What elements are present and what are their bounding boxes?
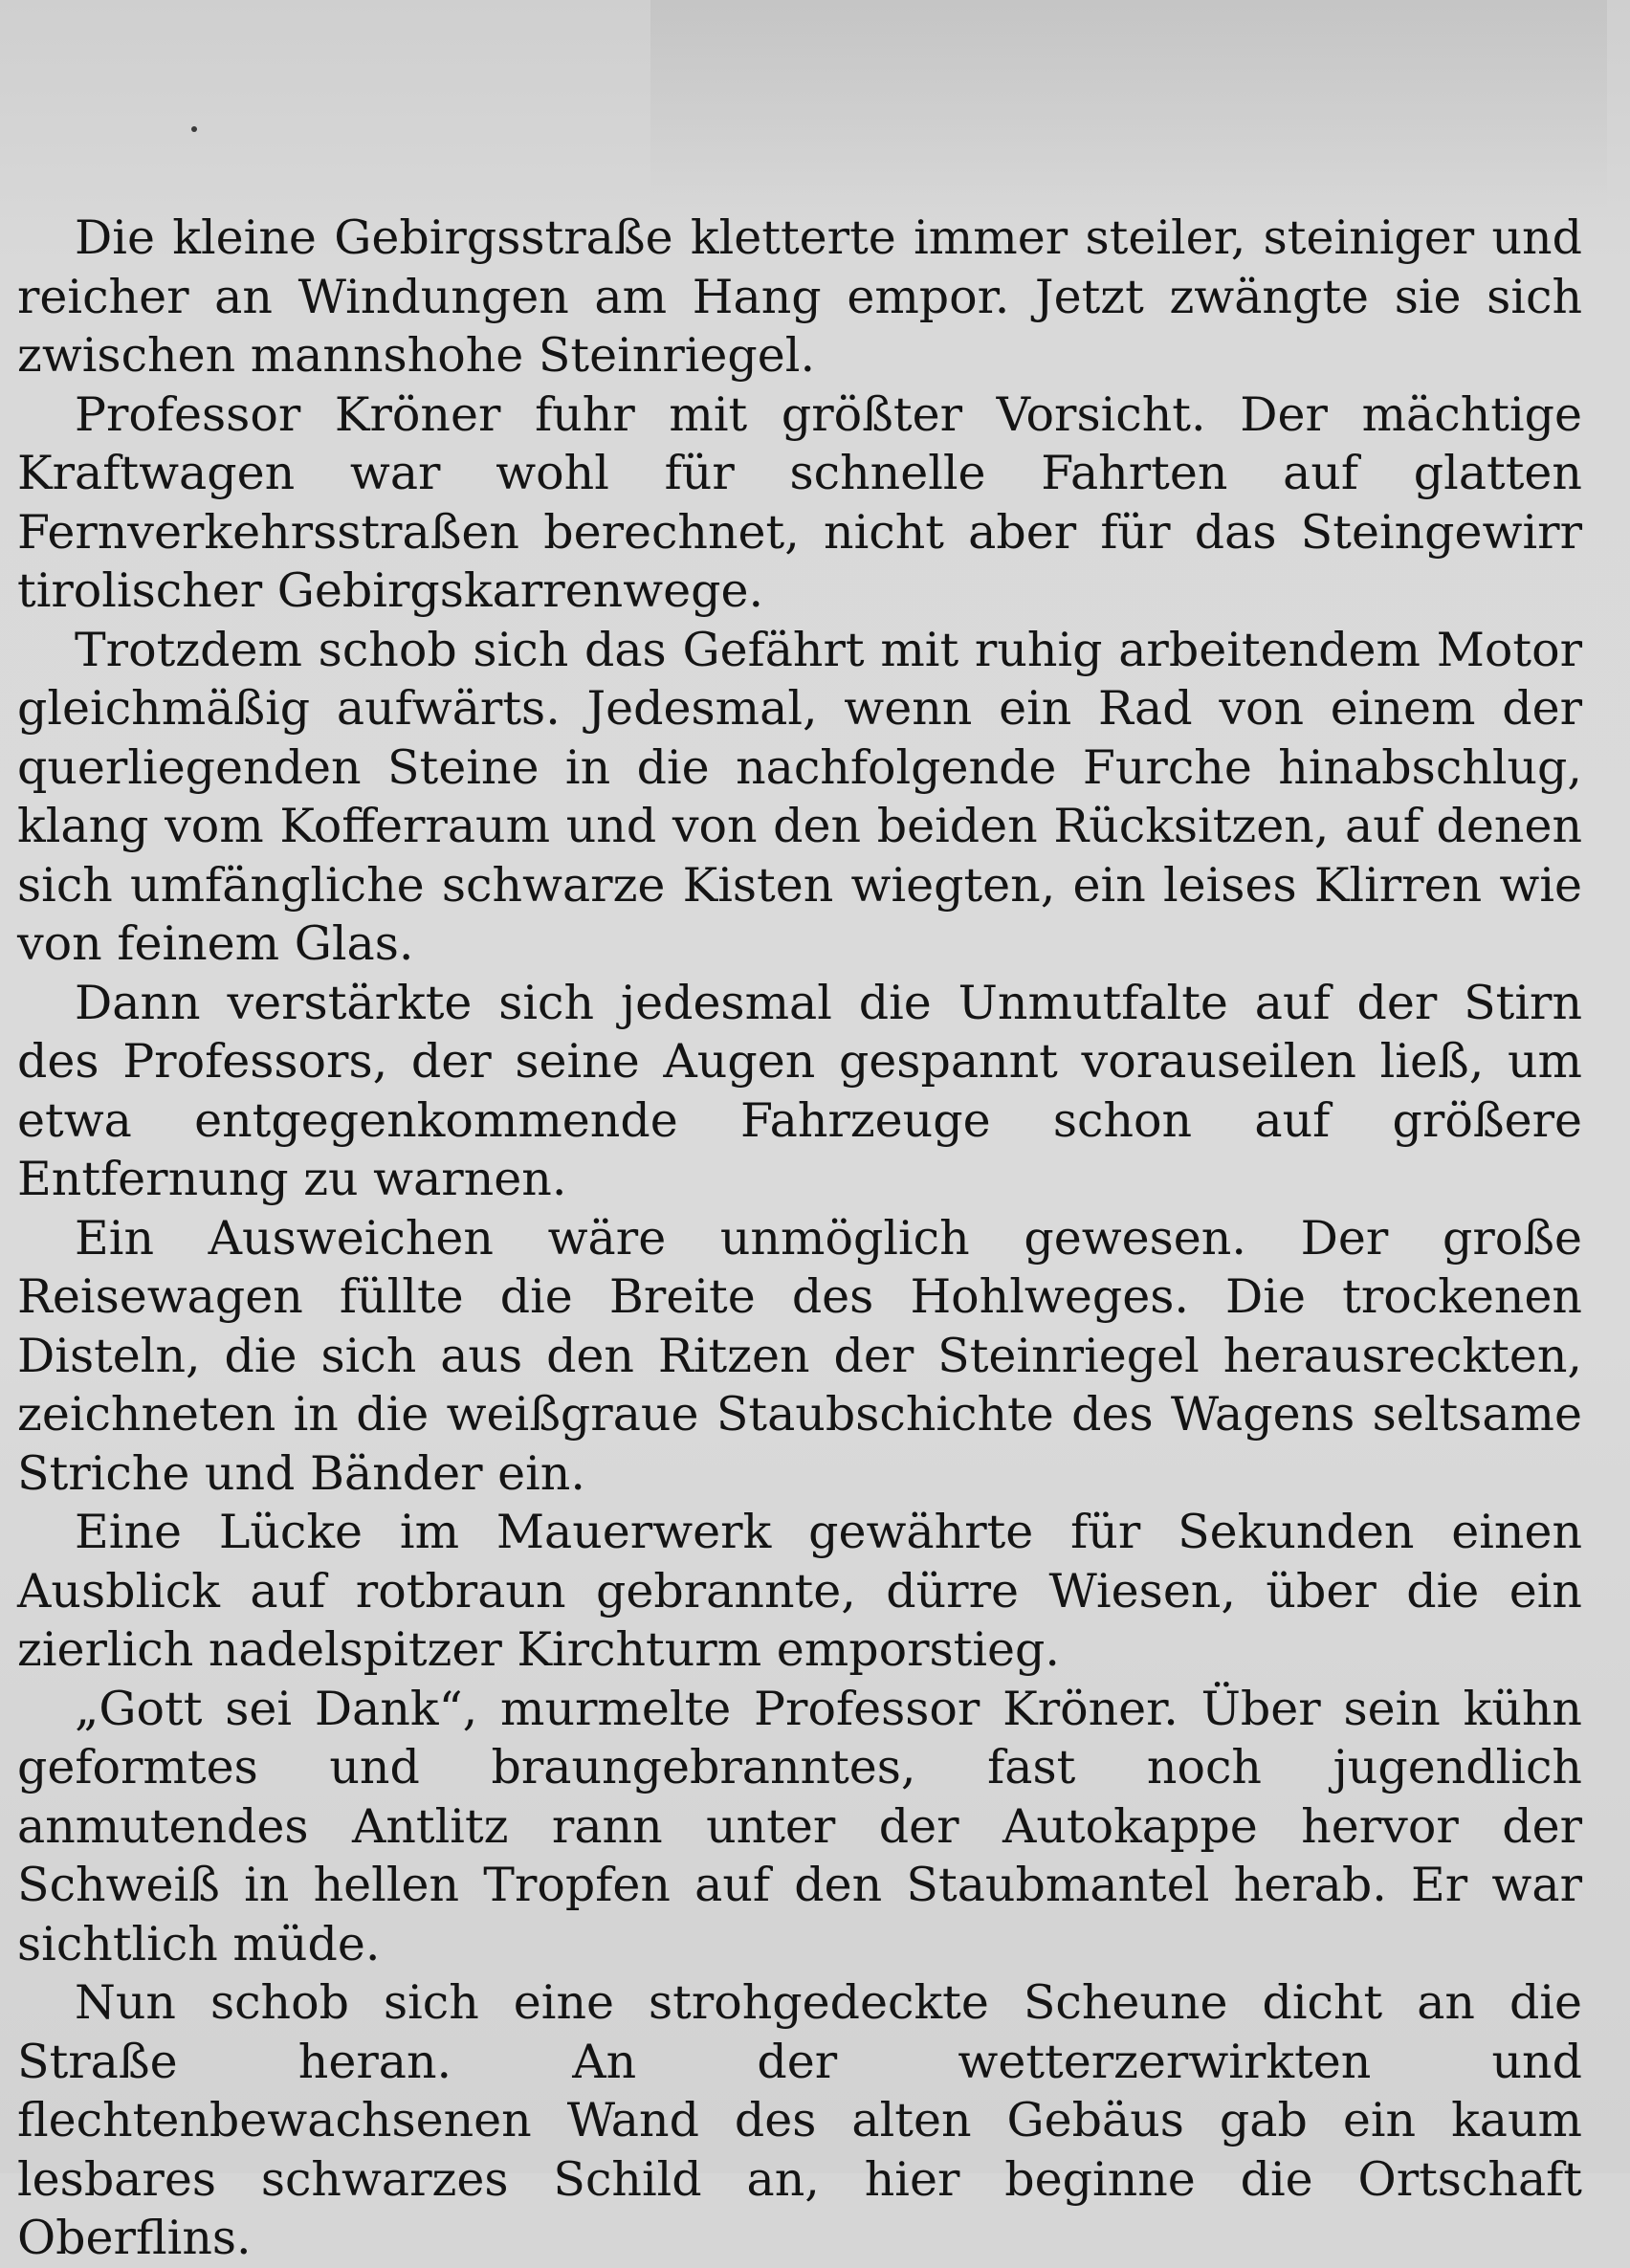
body-text [17, 209, 1582, 2268]
paragraph-3: Trotzdem schob sich das Gefährt mit ruhig arbeitendem Motor gleichmäßig aufwärts. Jedesmal, wenn ein Rad von einem der querliegenden Steine in die nachfolgende Furche hinabschlug, klang vom Kofferraum und von den beiden Rücksitzen, auf denen sich umfängliche schwarze Kisten wiegten, ein leises Klirren wie von feinem Glas. [17, 622, 1582, 971]
paragraph-2: Professor Kröner fuhr mit größter Vorsicht. Der mächtige Kraftwagen war wohl für schnelle Fahrten auf glatten Fernverkehrsstraßen berechnet, nicht aber für das Steingewirr tirolischer Gebirgskarrenwege. [17, 386, 1582, 618]
paragraph-4: Dann verstärkte sich jedesmal die Unmutfalte auf der Stirn des Professors, der seine Augen gespannt vorauseilen ließ, um etwa entgegenkommende Fahrzeuge schon auf größere Entfernung zu warnen. [17, 975, 1582, 1206]
paragraph-1: Die kleine Gebirgsstraße kletterte immer steiler, steiniger und reicher an Windungen am Hang empor. Jetzt zwängte sie sich zwischen mannshohe Steinriegel. [17, 210, 1582, 383]
paragraph-6: Eine Lücke im Mauerwerk gewährte für Sekunden einen Ausblick auf rotbraun gebrannte, dürre Wiesen, über die ein zierlich nadelspitzer Kirchturm emporstieg. [17, 1505, 1582, 1677]
paragraph-8: Nun schob sich eine strohgedeckte Scheune dicht an die Straße heran. An der wetterzerwirkten und flechtenbewachsenen Wand des alten Gebäus gab ein kaum lesbares schwarzes Schild an, hier beginne die Ortschaft Oberflins. [17, 1975, 1582, 2265]
paragraph-5: Ein Ausweichen wäre unmöglich gewesen. Der große Reisewagen füllte die Breite des Hohlweges. Die trockenen Disteln, die sich aus den Ritzen der Steinriegel herausreckten, zeichneten in die weißgraue Staubschichte des Wagens seltsame Striche und Bänder ein. [17, 1210, 1582, 1501]
paragraph-7: „Gott sei Dank“, murmelte Professor Kröner. Über sein kühn geformtes und braungebranntes, fast noch jugendlich anmutendes Antlitz rann unter der Autokappe hervor der Schweiß in hellen Tropfen auf den Staubmantel herab. Er war sichtlich müde. [17, 1681, 1582, 1971]
paper-speck [191, 126, 197, 132]
show-through-text [650, 0, 1607, 210]
